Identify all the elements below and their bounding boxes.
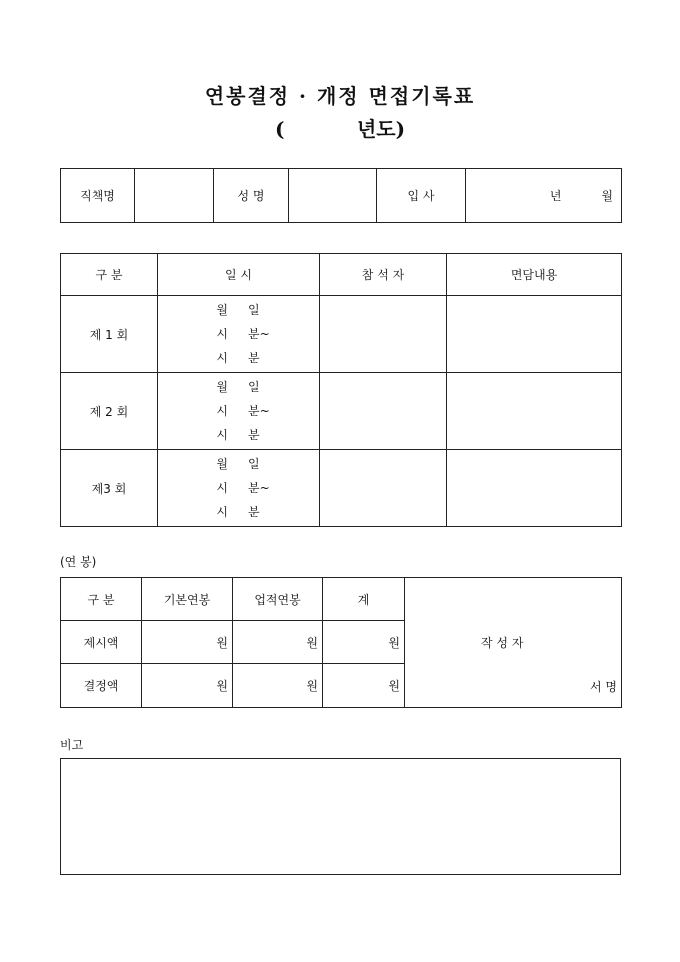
author-label: 작 성 자 — [481, 636, 524, 650]
author-sign-cell[interactable] — [405, 578, 622, 708]
decided-total-field[interactable]: 원 — [323, 664, 405, 708]
attendees-field[interactable] — [320, 450, 447, 527]
round-label: 제 2 회 — [61, 373, 158, 450]
attendees-field[interactable] — [320, 296, 447, 373]
salary-header-category: 구 분 — [61, 578, 142, 621]
job-title-field[interactable] — [135, 169, 214, 223]
decided-performance-field[interactable]: 원 — [233, 664, 323, 708]
month-unit: 월 — [601, 189, 613, 203]
form-subtitle — [0, 113, 680, 142]
subtitle-open-paren: ( — [274, 117, 285, 141]
remarks-table — [60, 758, 621, 875]
year-unit: 년 — [549, 189, 562, 203]
decided-base-field[interactable]: 원 — [142, 664, 233, 708]
header-attendees: 참 석 자 — [320, 254, 447, 296]
proposed-performance-field[interactable]: 원 — [233, 621, 323, 664]
content-field[interactable] — [447, 373, 622, 450]
round-label: 제3 회 — [61, 450, 158, 527]
salary-section-label: (연 봉) — [60, 555, 97, 569]
name-field[interactable] — [289, 169, 377, 223]
proposed-base-field[interactable]: 원 — [142, 621, 233, 664]
salary-table — [60, 577, 622, 708]
salary-header-performance: 업적연봉 — [233, 578, 323, 621]
round-datetime[interactable]: 월 일 시 분~ 시 분 — [158, 450, 320, 527]
content-field[interactable] — [447, 296, 622, 373]
salary-header-total: 계 — [323, 578, 405, 621]
employee-info-table — [60, 168, 622, 223]
header-category: 구 분 — [61, 254, 158, 296]
content-field[interactable] — [447, 450, 622, 527]
round-datetime[interactable]: 월 일 시 분~ 시 분 — [158, 373, 320, 450]
subtitle-year: 년도) — [356, 117, 406, 141]
proposed-label: 제시액 — [61, 621, 142, 664]
join-label: 입 사 — [377, 169, 466, 223]
sign-label: 서 명 — [590, 680, 617, 694]
table-row — [61, 296, 622, 373]
header-content: 면담내용 — [447, 254, 622, 296]
remarks-label: 비고 — [60, 738, 84, 752]
table-row — [61, 450, 622, 527]
form-title: 연봉결정 · 개정 면접기록표 — [204, 84, 476, 108]
interview-table — [60, 253, 622, 527]
header-datetime: 일 시 — [158, 254, 320, 296]
salary-header-base: 기본연봉 — [142, 578, 233, 621]
join-date-field[interactable] — [466, 169, 622, 223]
job-title-label: 직책명 — [61, 169, 135, 223]
round-datetime[interactable]: 월 일 시 분~ 시 분 — [158, 296, 320, 373]
attendees-field[interactable] — [320, 373, 447, 450]
round-label: 제 1 회 — [61, 296, 158, 373]
name-label: 성 명 — [214, 169, 289, 223]
decided-label: 결정액 — [61, 664, 142, 708]
proposed-total-field[interactable]: 원 — [323, 621, 405, 664]
remarks-field[interactable] — [61, 759, 621, 875]
table-row — [61, 373, 622, 450]
